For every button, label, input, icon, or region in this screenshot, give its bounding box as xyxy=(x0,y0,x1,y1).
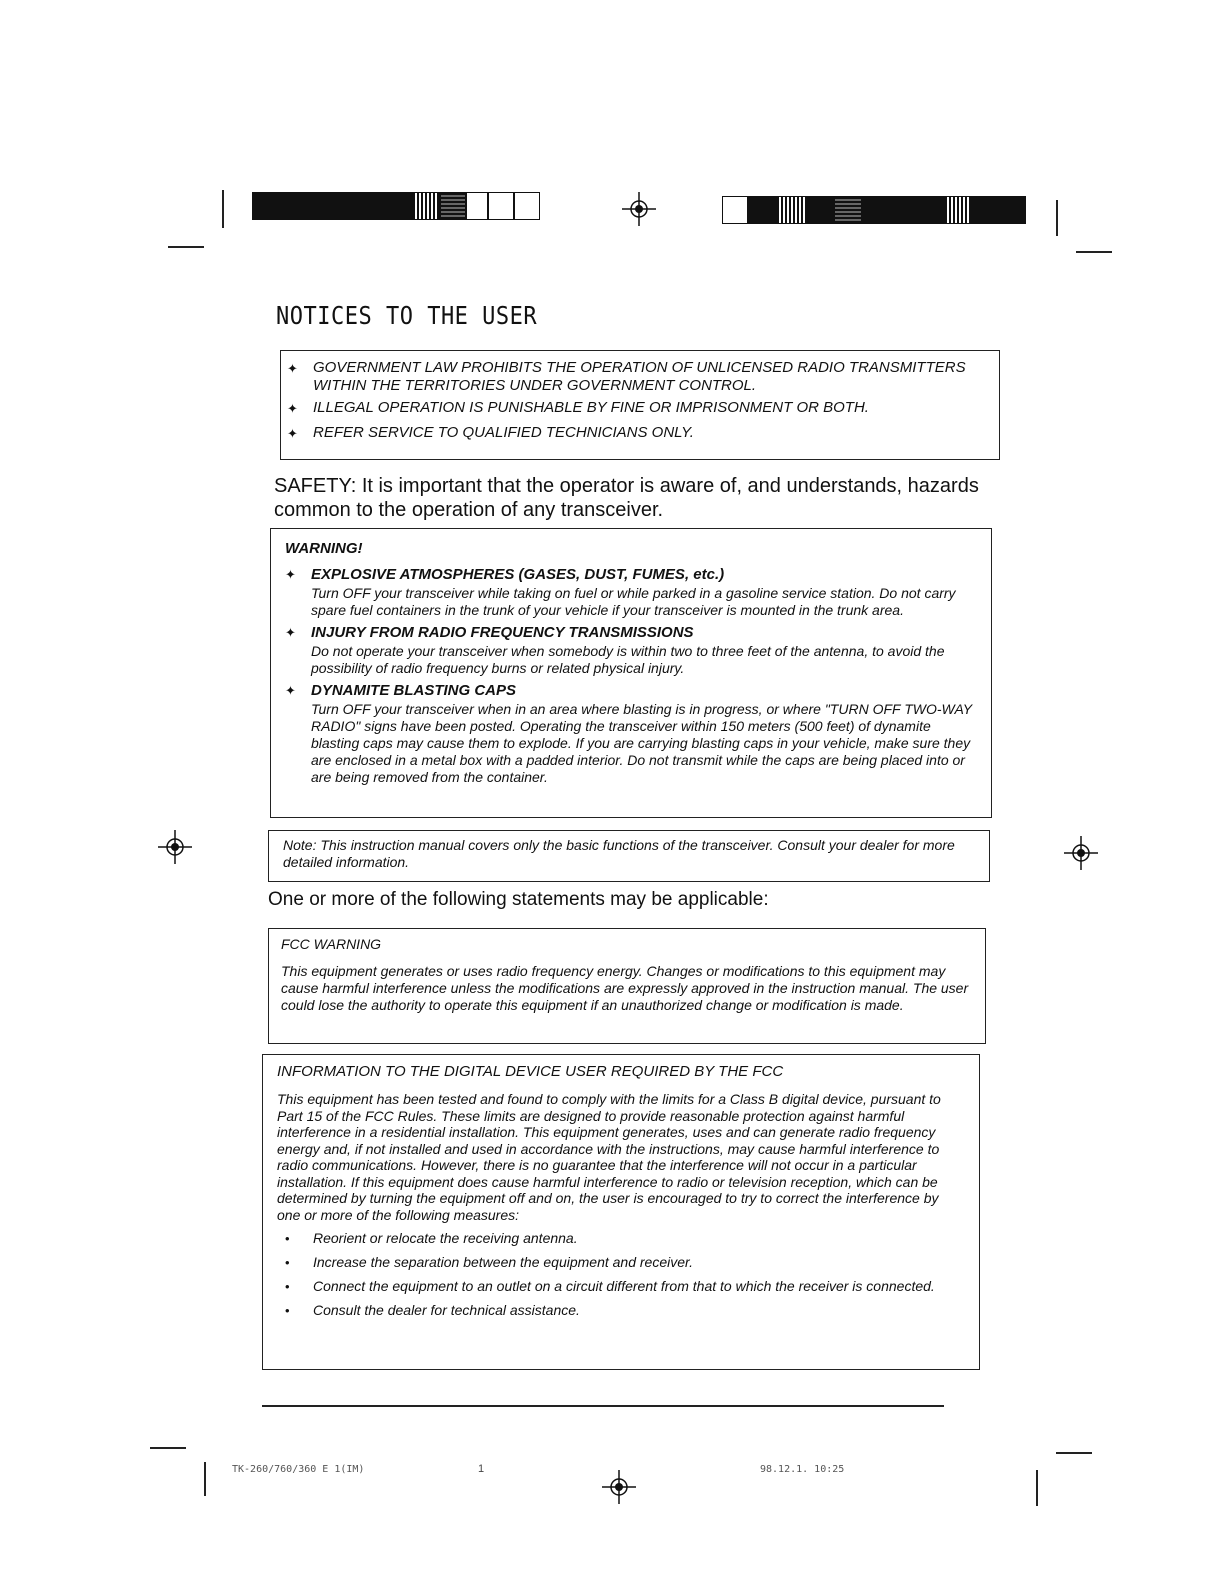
bullet-icon: ✦ xyxy=(287,426,298,441)
crop-mark xyxy=(150,1447,186,1449)
crop-mark xyxy=(1056,200,1058,236)
fcc-warning-text: This equipment generates or uses radio frequency energy. Changes or modifications to this equipment may cause harmful interference unless the modifications are expressly approved in the instruction manual. The user could lose the authority to operate this equipment if an unauthorized change or modification is made. xyxy=(281,963,969,1013)
registration-bar-left xyxy=(252,192,540,220)
safety-paragraph xyxy=(274,474,1004,522)
crop-mark xyxy=(168,246,204,248)
warning-heading: WARNING! xyxy=(285,540,363,557)
footer-left-code: TK-260/760/360 E 1(IM) xyxy=(232,1464,365,1475)
bullet-icon: ✦ xyxy=(285,625,296,640)
bullet-icon: ✦ xyxy=(287,361,298,376)
warning-item: ✦ EXPLOSIVE ATMOSPHERES (GASES, DUST, FUMES, etc.) Turn OFF your transceiver while taking on fuel or while parked in a gasoline service station. Do not carry spare fuel containers in the trunk of your vehicle if your transceiver is mounted in the trunk area. xyxy=(285,566,956,618)
bullet-icon: ✦ xyxy=(287,401,298,416)
registration-target-icon xyxy=(622,192,656,226)
digital-device-text: This equipment has been tested and found to comply with the limits for a Class B digital device, pursuant to Part 15 of the FCC Rules. These limits are designed to provide reasonable protection against harmful interference in a residential installation. This equipment generates, uses and can generate radio frequency energy and, if not installed and used in accordance with the instructions, may cause harmful interference to radio communications. However, there is no guarantee that the interference will not occur in a particular installation. If this equipment does cause harmful interference to radio or television reception, which can be determined by turning the equipment off and on, the user is encouraged to try to correct the interference by one or more of the following measures: xyxy=(277,1091,941,1223)
crop-mark xyxy=(1036,1470,1038,1506)
notice-item: ✦ GOVERNMENT LAW PROHIBITS THE OPERATION OF UNLICENSED RADIO TRANSMITTERS WITHIN THE TERRITORIES UNDER GOVERNMENT CONTROL. xyxy=(287,359,966,394)
registration-target-icon xyxy=(158,830,192,864)
fcc-warning-heading: FCC WARNING xyxy=(281,936,382,952)
footer-timestamp: 98.12.1. 10:25 xyxy=(760,1464,845,1475)
footer-rule xyxy=(262,1405,944,1407)
warning-item: ✦ INJURY FROM RADIO FREQUENCY TRANSMISSIONS Do not operate your transceiver when somebody is within two to three feet of the antenna, to avoid the possibility of radio frequency burns or related physical injury. xyxy=(285,624,945,676)
safety-label: SAFETY: xyxy=(274,475,357,497)
bullet-icon: • xyxy=(285,1303,290,1318)
list-item: • Reorient or relocate the receiving antenna. xyxy=(277,1229,963,1249)
note-text: Note: This instruction manual covers only the basic functions of the transceiver. Consult your dealer for more detailed information. xyxy=(283,837,955,870)
registration-bar-right xyxy=(722,196,1026,224)
list-item: • Increase the separation between the equipment and receiver. xyxy=(277,1253,963,1273)
crop-mark xyxy=(1076,251,1112,253)
warning-item: ✦ DYNAMITE BLASTING CAPS Turn OFF your transceiver when in an area where blasting is in progress, or where "TURN OFF TWO-WAY RADIO" signs have been posted. Operating the transceiver within 150 meters (500 feet) of dynamite blasting caps may cause them to explode. If you are carrying blasting caps in your vehicle, make sure they are enclosed in a metal box with a padded interior. Do not transmit while the caps are being placed into or are being removed from the container. xyxy=(285,682,972,785)
registration-target-icon xyxy=(602,1470,636,1504)
notice-item: ✦ REFER SERVICE TO QUALIFIED TECHNICIANS ONLY. xyxy=(287,424,981,444)
note-box xyxy=(268,830,990,882)
list-item: • Connect the equipment to an outlet on a circuit different from that to which the receiver is connected. xyxy=(277,1277,963,1297)
bullet-icon: • xyxy=(285,1279,290,1294)
government-notice-box xyxy=(280,350,1000,460)
digital-device-box xyxy=(262,1054,980,1370)
notice-item: ✦ ILLEGAL OPERATION IS PUNISHABLE BY FINE OR IMPRISONMENT OR BOTH. xyxy=(287,399,981,419)
fcc-warning-box xyxy=(268,928,986,1044)
bullet-icon: ✦ xyxy=(285,567,296,582)
list-item: • Consult the dealer for technical assistance. xyxy=(277,1301,963,1321)
safety-text: It is important that the operator is aware of, and understands, hazards common to the operation of any transceiver. xyxy=(274,475,979,521)
measures-list xyxy=(277,1229,963,1321)
crop-mark xyxy=(204,1462,206,1496)
applicable-statement: One or more of the following statements may be applicable: xyxy=(268,889,769,910)
bullet-icon: • xyxy=(285,1231,290,1246)
bullet-icon: ✦ xyxy=(285,683,296,698)
bullet-icon: • xyxy=(285,1255,290,1270)
registration-target-icon xyxy=(1064,836,1098,870)
page-title: NOTICES TO THE USER xyxy=(276,302,538,331)
digital-device-heading: INFORMATION TO THE DIGITAL DEVICE USER REQUIRED BY THE FCC xyxy=(277,1063,784,1080)
warning-box xyxy=(270,528,992,818)
crop-mark xyxy=(1056,1452,1092,1454)
footer-page-number: 1 xyxy=(478,1463,485,1475)
crop-mark xyxy=(222,190,224,228)
